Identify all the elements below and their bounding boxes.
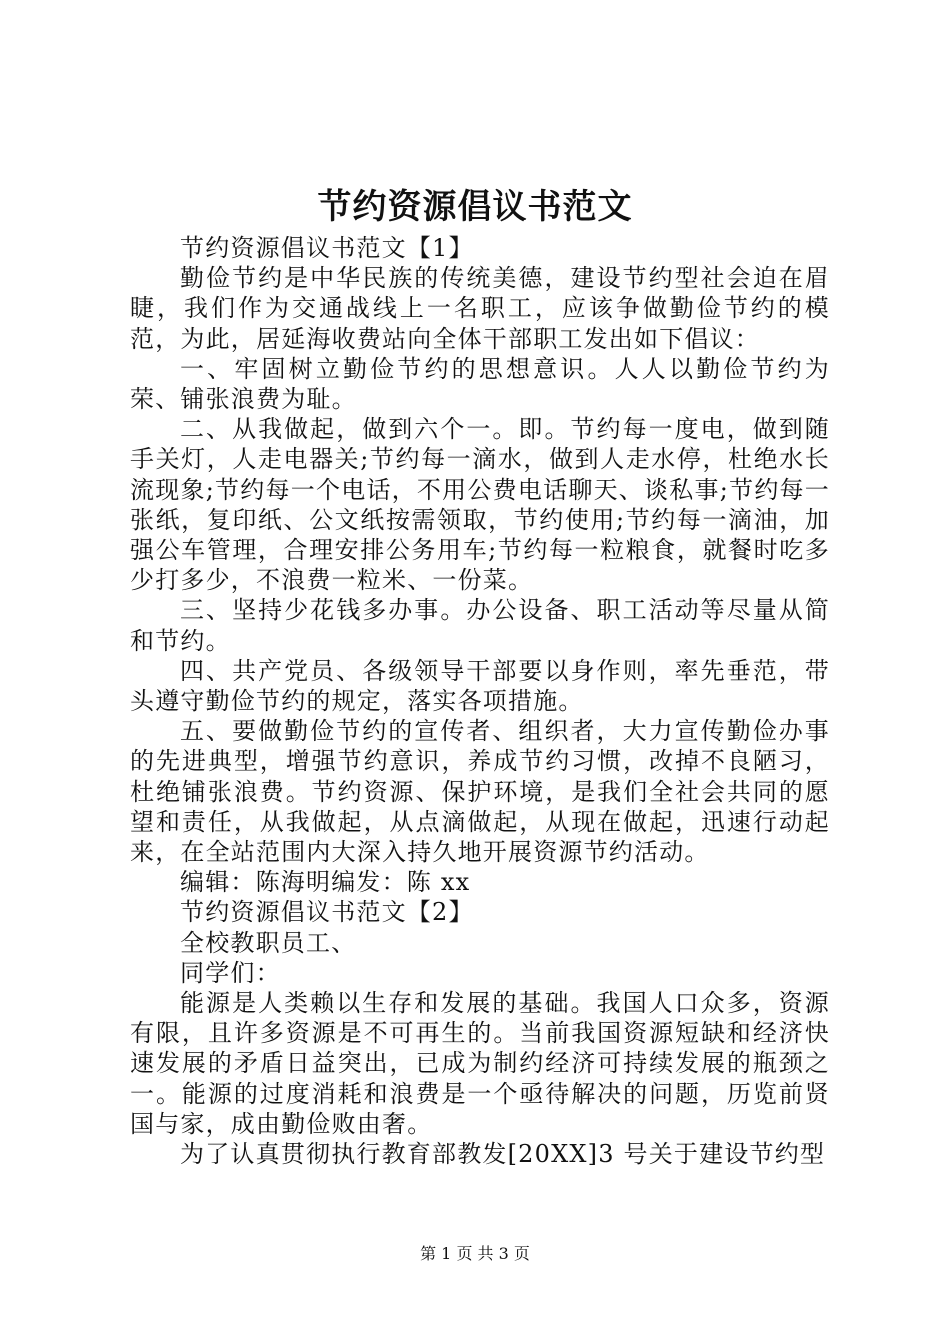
section-heading-2: 节约资源倡议书范文【2】 bbox=[180, 898, 474, 927]
salutation-line-1: 全校教职员工、 bbox=[180, 928, 357, 957]
paragraph-item-1: 一、牢固树立勤俭节约的思想意识。人人以勤俭节约为荣、铺张浪费为耻。 bbox=[130, 354, 830, 414]
salutation-line-2: 同学们： bbox=[180, 958, 281, 987]
paragraph-intro: 勤俭节约是中华民族的传统美德，建设节约型社会迫在眉睫，我们作为交通战线上一名职工，应该争做勤俭节约的模范，为此，居延海收费站向全体干部职工发出如下倡议： bbox=[130, 264, 830, 353]
paragraph-item-4: 四、共产党员、各级领导干部要以身作则，率先垂范，带头遵守勤俭节约的规定，落实各项措施。 bbox=[130, 656, 830, 716]
paragraph-implementation: 为了认真贯彻执行教育部教发[20XX]3 号关于建设节约型 bbox=[180, 1140, 826, 1169]
page-footer: 第 1 页 共 3 页 bbox=[420, 1244, 530, 1263]
editor-credit: 编辑：陈海明编发：陈 xx bbox=[180, 868, 471, 897]
document-body bbox=[130, 233, 830, 1169]
paragraph-item-2: 二、从我做起，做到六个一。即。节约每一度电，做到随手关灯，人走电器关;节约每一滴水，做到人走水停，杜绝水长流现象;节约每一个电话，不用公费电话聊天、谈私事;节约每一张纸，复印纸、公文纸按需领取，节约使用;节约每一滴油，加强公车管理，合理安排公务用车;节约每一粒粮食，就餐时吃多少打多少，不浪费一粒米、一份菜。 bbox=[130, 415, 830, 595]
document-title: 节约资源倡议书范文 bbox=[317, 187, 633, 227]
section-heading-1: 节约资源倡议书范文【1】 bbox=[180, 234, 474, 262]
paragraph-item-3: 三、坚持少花钱多办事。办公设备、职工活动等尽量从简和节约。 bbox=[130, 596, 830, 655]
paragraph-energy: 能源是人类赖以生存和发展的基础。我国人口众多，资源有限，且许多资源是不可再生的。当前我国资源短缺和经济快速发展的矛盾日益突出，已成为制约经济可持续发展的瓶颈之一。能源的过度消耗和浪费是一个亟待解决的问题，历览前贤国与家，成由勤俭败由奢。 bbox=[130, 989, 830, 1138]
paragraph-item-5: 五、要做勤俭节约的宣传者、组织者，大力宣传勤俭办事的先进典型，增强节约意识，养成节约习惯，改掉不良陋习，杜绝铺张浪费。节约资源、保护环境，是我们全社会共同的愿望和责任，从我做起，从点滴做起，从现在做起，迅速行动起来，在全站范围内大深入持久地开展资源节约活动。 bbox=[130, 717, 830, 867]
